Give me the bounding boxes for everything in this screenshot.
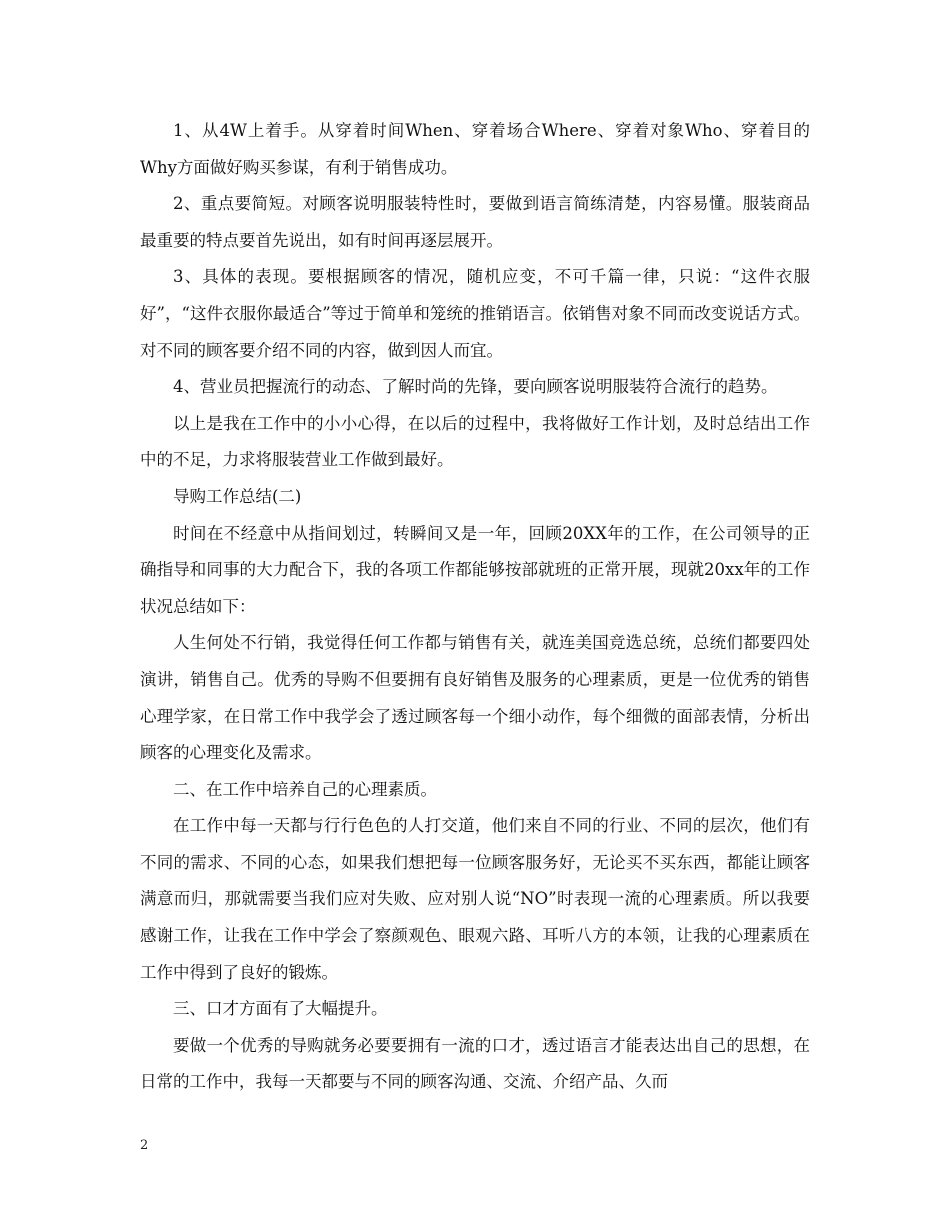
- paragraph-eloquence: 要做一个优秀的导购就务必要要拥有一流的口才，透过语言才能表达出自己的思想，在日常的工作中，我每一天都要与不同的顾客沟通、交流、介绍产品、久而: [140, 1035, 810, 1092]
- paragraph-trend: 4、营业员把握流行的动态、了解时尚的先锋，要向顾客说明服装符合流行的趋势。: [173, 377, 778, 397]
- page-number: 2: [140, 1138, 149, 1153]
- paragraph-specific: 3、具体的表现。要根据顾客的情况，随机应变，不可千篇一律，只说：“这件衣服好”，“这件衣服你最适合”等过于简单和笼统的推销语言。依销售对象不同而改变说话方式。对不同的顾客要介绍不同的内容，做到因人而宜。: [140, 267, 810, 360]
- paragraph-psychology: 在工作中每一天都与行行色色的人打交道，他们来自不同的行业、不同的层次，他们有不同的需求、不同的心态，如果我们想把每一位顾客服务好，无论买不买东西，都能让顾客满意而归，那就需要当我们应对失败、应对别人说“NO”时表现一流的心理素质。所以我要感谢工作，让我在工作中学会了察颜观色、眼观六路、耳听八方的本领，让我的心理素质在工作中得到了良好的锻炼。: [140, 816, 810, 982]
- paragraph-brief: 2、重点要简短。对顾客说明服装特性时，要做到语言简练清楚，内容易懂。服装商品最重要的特点要首先说出，如有时间再逐层展开。: [140, 194, 810, 250]
- paragraph-intro: 时间在不经意中从指间划过，转瞬间又是一年，回顾20XX年的工作，在公司领导的正确指导和同事的大力配合下，我的各项工作都能够按部就班的正常开展，现就20xx年的工作状况总结如下：: [140, 523, 810, 616]
- paragraph-4w: 1、从4W上着手。从穿着时间When、穿着场合Where、穿着对象Who、穿着目的Why方面做好购买参谋，有利于销售成功。: [140, 121, 810, 177]
- paragraph-conclusion: 以上是我在工作中的小小心得，在以后的过程中，我将做好工作计划，及时总结出工作中的不足，力求将服装营业工作做到最好。: [140, 413, 810, 470]
- subheading-psychology: 二、在工作中培养自己的心理素质。: [173, 779, 437, 799]
- subheading-eloquence: 三、口才方面有了大幅提升。: [173, 999, 388, 1019]
- paragraph-sales: 人生何处不行销，我觉得任何工作都与销售有关，就连美国竞选总统，总统们都要四处演讲，销售自己。优秀的导购不但要拥有良好销售及服务的心理素质，更是一位优秀的销售心理学家，在日常工作中我学会了透过顾客每一个细小动作，每个细微的面部表情，分析出顾客的心理变化及需求。: [140, 633, 810, 763]
- section-heading: 导购工作总结(二): [173, 486, 302, 506]
- document-body: [140, 113, 810, 1101]
